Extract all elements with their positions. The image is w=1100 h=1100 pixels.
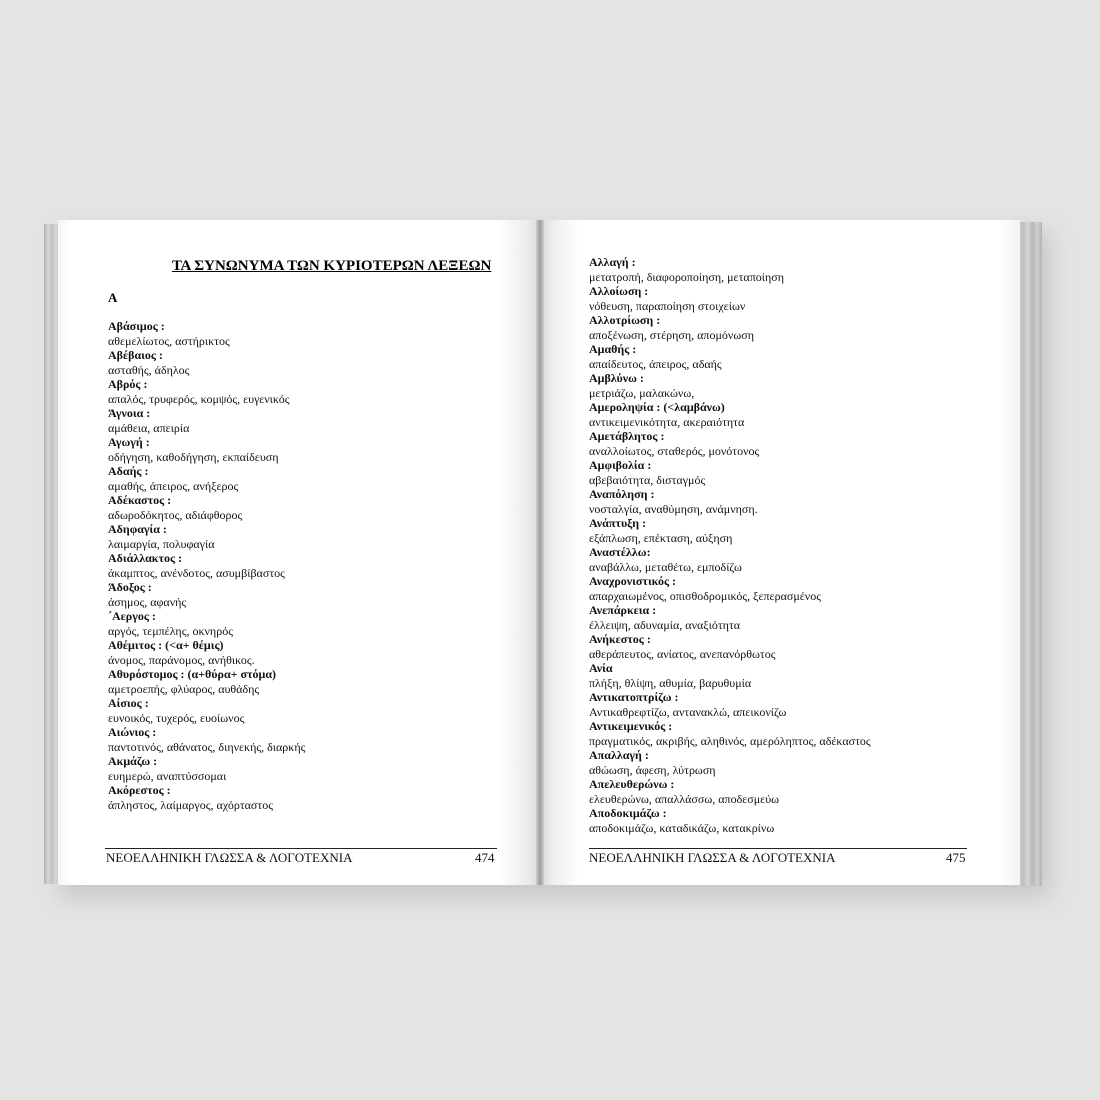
right-page-edges bbox=[1018, 222, 1042, 886]
entry-term: Αναστέλλω: bbox=[589, 545, 651, 559]
entry-term: Αναχρονιστικός : bbox=[589, 574, 677, 588]
section-letter: Α bbox=[108, 290, 118, 305]
entry-term: Αλλοίωση : bbox=[589, 284, 649, 298]
page-title: ΤΑ ΣΥΝΩΝΥΜΑ ΤΩΝ ΚΥΡΙΟΤΕΡΩΝ ΛΕΞΕΩΝ bbox=[172, 258, 492, 274]
entry-synonyms: έλλειψη, αδυναμία, αναξιότητα bbox=[589, 617, 741, 632]
entry-term: ΄Αεργος : bbox=[108, 609, 156, 623]
entry-term: Αμβλύνω : bbox=[589, 371, 644, 385]
left-entry-list bbox=[108, 319, 528, 812]
entry-synonyms: νοσταλγία, αναθύμηση, ανάμνηση. bbox=[589, 501, 758, 516]
entry-term: Αβέβαιος : bbox=[108, 348, 163, 362]
entry-synonyms: παντοτινός, αθάνατος, διηνεκής, διαρκής bbox=[108, 739, 306, 754]
right-footer-rule bbox=[589, 848, 967, 849]
right-page-number: 475 bbox=[946, 850, 966, 865]
entry-synonyms: νόθευση, παραποίηση στοιχείων bbox=[589, 298, 746, 313]
entry-synonyms: απαλός, τρυφερός, κομψός, ευγενικός bbox=[108, 391, 290, 406]
entry-synonyms: άνομος, παράνομος, ανήθικος. bbox=[108, 652, 255, 667]
left-footer-title: ΝΕΟΕΛΛΗΝΙΚΗ ΓΛΩΣΣΑ & ΛΟΓΟΤΕΧΝΙΑ bbox=[106, 850, 353, 865]
entry-synonyms: πραγματικός, ακριβής, αληθινός, αμερόληπτος, αδέκαστος bbox=[589, 733, 871, 748]
entry-term: Άδοξος : bbox=[108, 580, 152, 594]
entry-term: Αβάσιμος : bbox=[108, 319, 165, 333]
entry-synonyms: Αντικαθρεφτίζω, αντανακλώ, απεικονίζω bbox=[589, 704, 787, 719]
entry-synonyms: αθώωση, άφεση, λύτρωση bbox=[589, 762, 716, 777]
entry-term: Αθυρόστομος : (α+θύρα+ στόμα) bbox=[108, 667, 277, 681]
entry-term: Ανεπάρκεια : bbox=[589, 603, 657, 617]
entry-term: Αποδοκιμάζω : bbox=[589, 806, 667, 820]
entry-term: Αναπόληση : bbox=[589, 487, 655, 501]
entry-synonyms: ευημερώ, αναπτύσσομαι bbox=[108, 768, 227, 783]
entry-synonyms: αντικειμενικότητα, ακεραιότητα bbox=[589, 414, 745, 429]
entry-term: Αντικειμενικός : bbox=[589, 719, 673, 733]
entry-term: Αμφιβολία : bbox=[589, 458, 652, 472]
entry-synonyms: αποδοκιμάζω, καταδικάζω, κατακρίνω bbox=[589, 820, 775, 835]
entry-synonyms: αδωροδόκητος, αδιάφθορος bbox=[108, 507, 243, 522]
entry-synonyms: αμάθεια, απειρία bbox=[108, 420, 190, 435]
entry-term: Αγωγή : bbox=[108, 435, 150, 449]
entry-synonyms: άσημος, αφανής bbox=[108, 594, 187, 609]
entry-term: Ακμάζω : bbox=[108, 754, 158, 768]
entry-synonyms: αμαθής, άπειρος, ανήξερος bbox=[108, 478, 239, 493]
entry-synonyms: ελευθερώνω, απαλλάσσω, αποδεσμεύω bbox=[589, 791, 780, 806]
entry-synonyms: άκαμπτος, ανένδοτος, ασυμβίβαστος bbox=[108, 565, 285, 580]
left-footer-rule bbox=[105, 848, 497, 849]
entry-term: Απελευθερώνω : bbox=[589, 777, 675, 791]
entry-synonyms: εξάπλωση, επέκταση, αύξηση bbox=[589, 530, 733, 545]
entry-term: Αίσιος : bbox=[108, 696, 149, 710]
book-spine bbox=[536, 220, 544, 885]
right-entry-list bbox=[589, 255, 1009, 835]
entry-synonyms: απαίδευτος, άπειρος, αδαής bbox=[589, 356, 722, 371]
entry-synonyms: μετριάζω, μαλακώνω, bbox=[589, 385, 695, 400]
entry-synonyms: ασταθής, άδηλος bbox=[108, 362, 190, 377]
entry-term: Αμαθής : bbox=[589, 342, 637, 356]
entry-synonyms: αποξένωση, στέρηση, απομόνωση bbox=[589, 327, 754, 342]
entry-synonyms: απαρχαιωμένος, οπισθοδρομικός, ξεπερασμένος bbox=[589, 588, 821, 603]
entry-synonyms: λαιμαργία, πολυφαγία bbox=[108, 536, 215, 551]
entry-term: Αδαής : bbox=[108, 464, 149, 478]
entry-synonyms: αργός, τεμπέλης, οκνηρός bbox=[108, 623, 233, 638]
entry-term: Αβρός : bbox=[108, 377, 148, 391]
entry-synonyms: ευνοικός, τυχερός, ευοίωνος bbox=[108, 710, 245, 725]
entry-synonyms: αθεμελίωτος, αστήρικτος bbox=[108, 333, 230, 348]
entry-term: Αδιάλλακτος : bbox=[108, 551, 183, 565]
left-page-number: 474 bbox=[475, 850, 495, 865]
entry-term: Αμεροληψία : (<λαμβάνω) bbox=[589, 400, 725, 414]
entry-term: Άγνοια : bbox=[108, 406, 151, 420]
entry-synonyms: πλήξη, θλίψη, αθυμία, βαρυθυμία bbox=[589, 675, 752, 690]
entry-term: Ανήκεστος : bbox=[589, 632, 651, 646]
entry-term: Αθέμιτος : (<α+ θέμις) bbox=[108, 638, 224, 652]
entry-term: Αιώνιος : bbox=[108, 725, 157, 739]
entry-term: Ανάπτυξη : bbox=[589, 516, 647, 530]
entry-synonyms: άπληστος, λαίμαργος, αχόρταστος bbox=[108, 797, 273, 812]
entry-synonyms: αβεβαιότητα, δισταγμός bbox=[589, 472, 706, 487]
entry-term: Ακόρεστος : bbox=[108, 783, 171, 797]
entry-synonyms: αναβάλλω, μεταθέτω, εμποδίζω bbox=[589, 559, 742, 574]
entry-synonyms: αναλλοίωτος, σταθερός, μονότονος bbox=[589, 443, 760, 458]
entry-term: Ανία bbox=[589, 661, 613, 675]
entry-term: Αλλοτρίωση : bbox=[589, 313, 661, 327]
entry-term: Αδηφαγία : bbox=[108, 522, 167, 536]
entry-synonyms: αμετροεπής, φλύαρος, αυθάδης bbox=[108, 681, 260, 696]
entry-term: Αμετάβλητος : bbox=[589, 429, 665, 443]
entry-term: Αδέκαστος : bbox=[108, 493, 172, 507]
entry-synonyms: μετατροπή, διαφοροποίηση, μεταποίηση bbox=[589, 269, 785, 284]
right-footer-title: ΝΕΟΕΛΛΗΝΙΚΗ ΓΛΩΣΣΑ & ΛΟΓΟΤΕΧΝΙΑ bbox=[589, 850, 836, 865]
entry-synonyms: αθεράπευτος, ανίατος, ανεπανόρθωτος bbox=[589, 646, 776, 661]
entry-term: Απαλλαγή : bbox=[589, 748, 649, 762]
entry-term: Αλλαγή : bbox=[589, 255, 636, 269]
entry-term: Αντικατοπτρίζω : bbox=[589, 690, 679, 704]
entry-synonyms: οδήγηση, καθοδήγηση, εκπαίδευση bbox=[108, 449, 279, 464]
